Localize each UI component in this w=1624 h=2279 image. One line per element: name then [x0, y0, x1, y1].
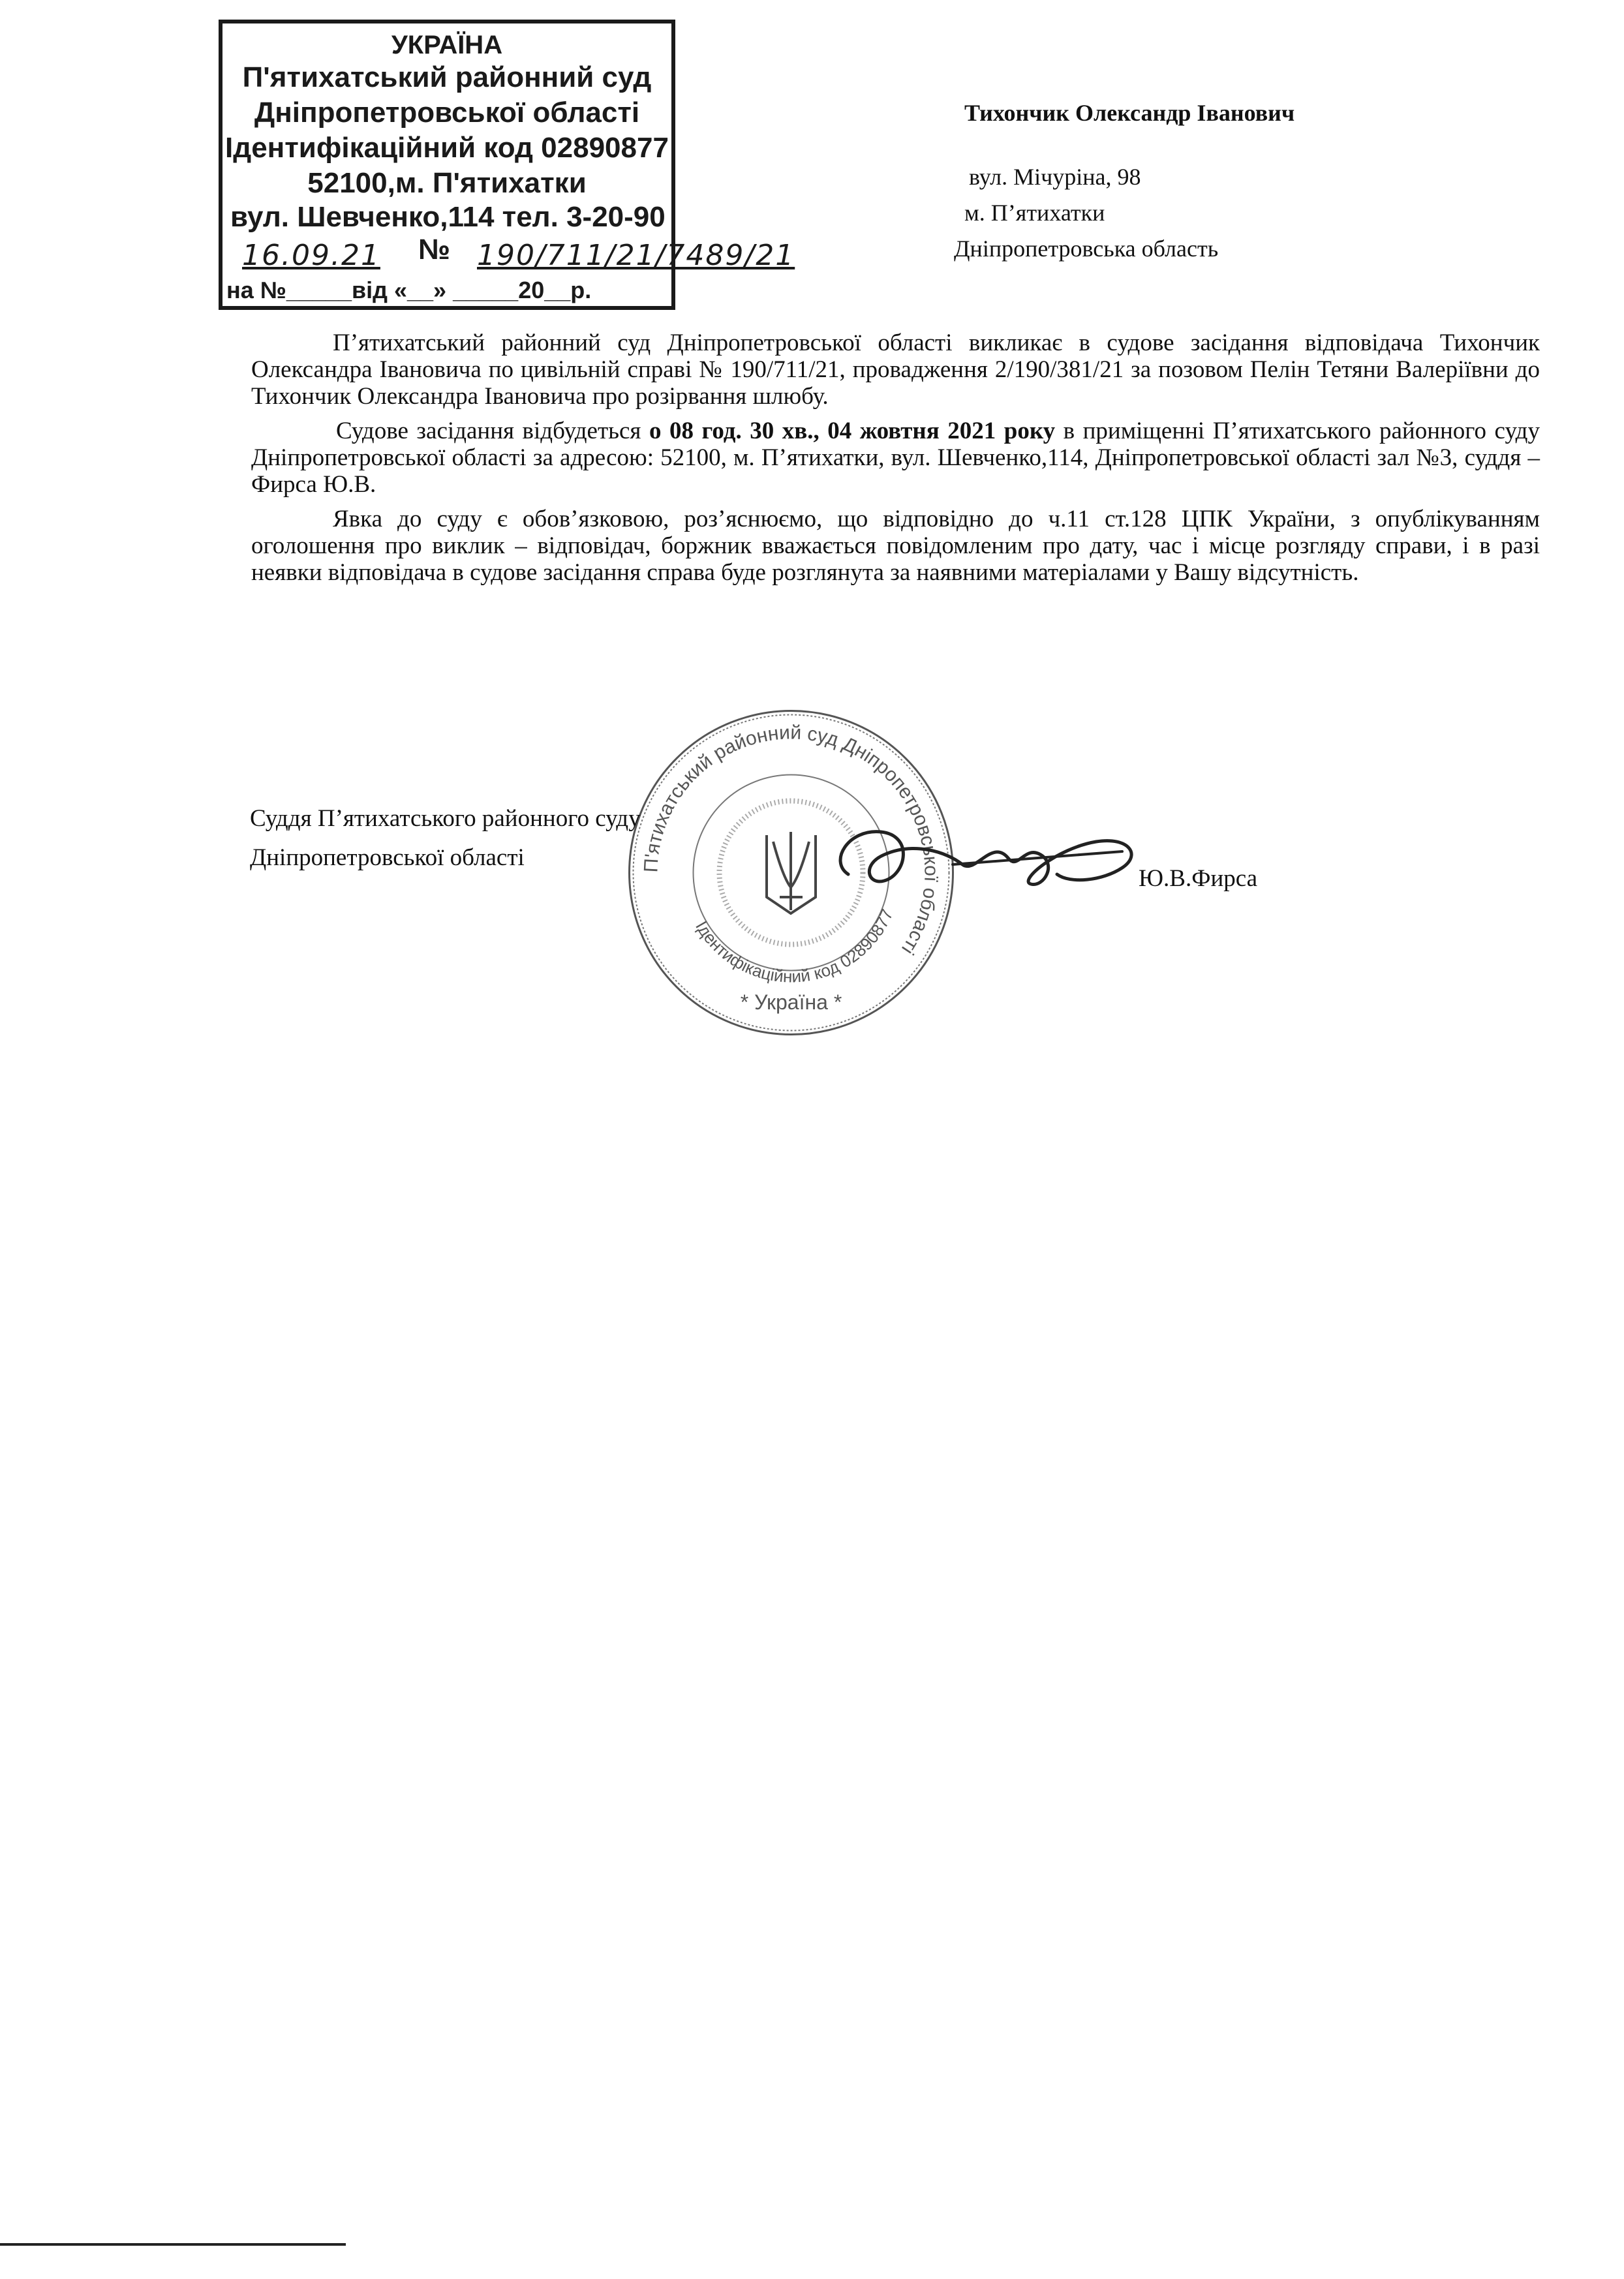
stamp-id-code: Ідентифікаційний код 02890877	[225, 132, 669, 164]
stamp-number-label: №	[418, 234, 451, 266]
addressee-name: Тихончик Олександр Іванович	[964, 100, 1295, 126]
seal-bottom-text: * Україна *	[740, 990, 842, 1014]
addressee-city: м. П’ятихатки	[964, 200, 1105, 226]
seal-inner-text: Ідентифікаційний код 02890877	[692, 906, 897, 987]
seal-outer-text: П'ятихатський районний суд Дніпропетровської області	[640, 722, 942, 958]
addressee-street: вул. Мічуріна, 98	[969, 164, 1141, 190]
stamp-postal-address: 52100,м. П'ятихатки	[307, 167, 587, 199]
summons-body	[251, 329, 1540, 594]
hearing-datetime: о 08 год. 30 хв., 04 жовтня 2021 року	[649, 418, 1056, 444]
stamp-handwritten-date: 16.09.21	[242, 239, 380, 272]
hearing-location: в приміщенні П’ятихатського районного суду Дніпропетровської області за адресою: 52100, м. П’ятихатки, вул. Шевченко,114, Дніпропетровської області зал №3, суддя – Фирса Ю.В.	[251, 418, 1540, 498]
stamp-court-name: П'ятихатський районний суд	[242, 61, 652, 93]
court-stamp	[219, 20, 795, 310]
stamp-street-phone: вул. Шевченко,114 тел. 3-20-90	[230, 201, 666, 233]
summons-paragraph-3: Явка до суду є обов’язковою, роз’яснюємо, що відповідно до ч.11 ст.128 ЦПК України, з опублікуванням оголошення про виклик – відповідач, боржник вважається повідомленим про дату, час і місце розгляду справи, і в разі неявки відповідача в судове засідання справа буде розглянута за наявними матеріалами у Вашу відсутність.	[251, 506, 1540, 586]
hearing-intro: Судове засідання відбудеться	[336, 418, 649, 444]
stamp-country: УКРАЇНА	[391, 31, 503, 59]
handwritten-signature	[822, 803, 1148, 907]
addressee-region: Дніпропетровська область	[954, 236, 1219, 262]
stamp-reference-line: на №_____від «__» _____20__р.	[226, 277, 592, 303]
judge-title-line-2: Дніпропетровської області	[250, 844, 525, 871]
judge-name: Ю.В.Фирса	[1139, 865, 1258, 892]
summons-paragraph-2	[251, 418, 1540, 498]
stamp-region: Дніпропетровської області	[254, 97, 640, 129]
judge-title-line-1: Суддя П’ятихатського районного суду	[250, 805, 641, 832]
stamp-handwritten-number: 190/711/21/7489/21	[477, 239, 795, 272]
summons-paragraph-1: П’ятихатський районний суд Дніпропетровської області викликає в судове засідання відповідача Тихончик Олександра Івановича по цивільній справі № 190/711/21, провадження 2/190/381/21 за позовом Пелін Тетяни Валеріївни до Тихончик Олександра Івановича про розірвання шлюбу.	[251, 329, 1540, 410]
trident-icon	[767, 832, 816, 913]
scan-edge-line	[0, 2243, 346, 2246]
